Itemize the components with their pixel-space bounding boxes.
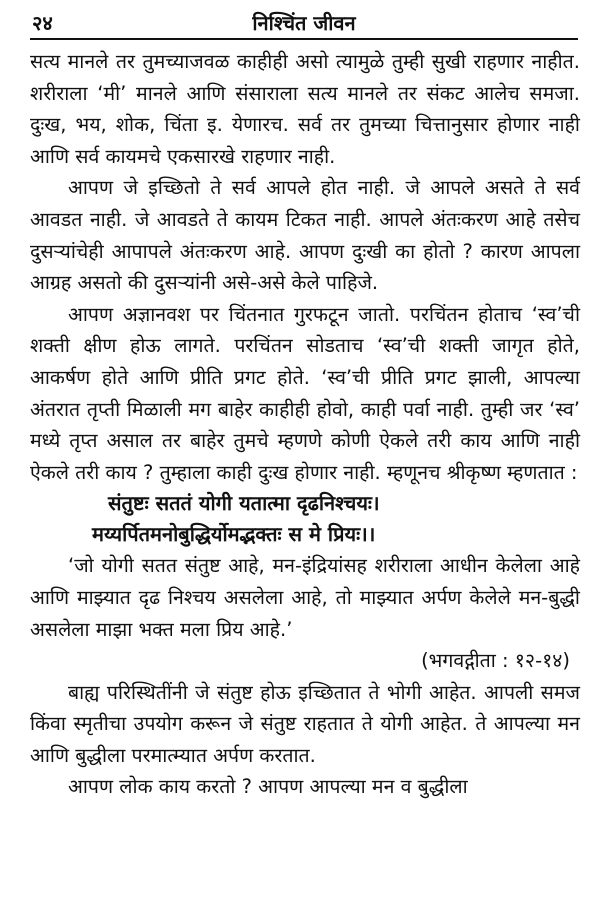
paragraph: बाह्य परिस्थितींनी जे संतुष्ट होऊ इच्छितात ते भोगी आहेत. आपली समज किंवा स्मृतीचा उपयोग करून जे संतुष्ट राहतात ते योगी आहेत. ते आपल्या मन आणि बुद्धीला परमात्म्यात अर्पण करतात. xyxy=(30,680,580,767)
paragraph-continuation: सत्य मानले तर तुमच्याजवळ काहीही असो त्यामुळे तुम्ही सुखी राहणार नाहीत. शरीराला ‘मी’ मानले आणि संसाराला सत्य मानले तर संकट आलेच समजा. दुःख, भय, शोक, चिंता इ. येणारच. सर्व तर तुमच्या चित्तानुसार होणार नाही आणि सर्व कायमचे एकसारखे राहणार नाही. xyxy=(30,50,580,168)
sanskrit-verse-line-1: संतुष्टः सततं योगी यतात्मा दृढनिश्चयः। xyxy=(108,491,380,516)
page-number: २४ xyxy=(32,11,53,35)
paragraph: आपण जे इच्छितो ते सर्व आपले होत नाही. जे आपले असते ते सर्व आवडत नाही. जे आवडते ते कायम टिकत नाही. आपले अंतःकरण आहे तसेच दुसऱ्यांचेही आपापले अंतःकरण आहे. आपण दुःखी का होतो ? कारण आपला आग्रह असतो की दुसऱ्यांनी असे-असे केले पाहिजे. xyxy=(30,176,581,295)
sanskrit-verse-line-2: मय्यर्पितमनोबुद्धिर्योमद्भक्तः स मे प्रियः।। xyxy=(92,522,376,547)
page-header xyxy=(30,8,578,40)
running-title: निश्चिंत जीवन xyxy=(252,11,356,35)
page-body xyxy=(30,46,580,803)
verse-translation: ‘जो योगी सतत संतुष्ट आहे, मन-इंद्रियांसह शरीराला आधीन केलेला आहे आणि माझ्यात दृढ निश्चय असलेला आहे, तो माझ्यात अर्पण केलेले मन-बुद्धी असलेला माझा भक्त मला प्रिय आहे.’ xyxy=(30,554,580,641)
citation: (भगवद्गीता : १२-१४) xyxy=(421,649,570,673)
paragraph: आपण लोक काय करतो ? आपण आपल्या मन व बुद्धीला xyxy=(68,775,468,799)
paragraph: आपण अज्ञानवश पर चिंतनात गुरफटून जातो. परचिंतन होताच ‘स्व’ची शक्ती क्षीण होऊ लागते. परचिंतन सोडताच ‘स्व’ची शक्ती जागृत होते, आकर्षण होते आणि प्रीति प्रगट होते. ‘स्व’ची प्रीति प्रगट झाली, आपल्या अंतरात तृप्ती मिळाली मग बाहेर काहीही होवो, काही पर्वा नाही. तुम्ही जर ‘स्व’ मध्ये तृप्त असाल तर बाहेर तुमचे म्हणणे कोणी ऐकले तरी काय आणि नाही ऐकले तरी काय ? तुम्हाला काही दुःख होणार नाही. म्हणूनच श्रीकृष्ण म्हणतात : xyxy=(30,302,580,484)
